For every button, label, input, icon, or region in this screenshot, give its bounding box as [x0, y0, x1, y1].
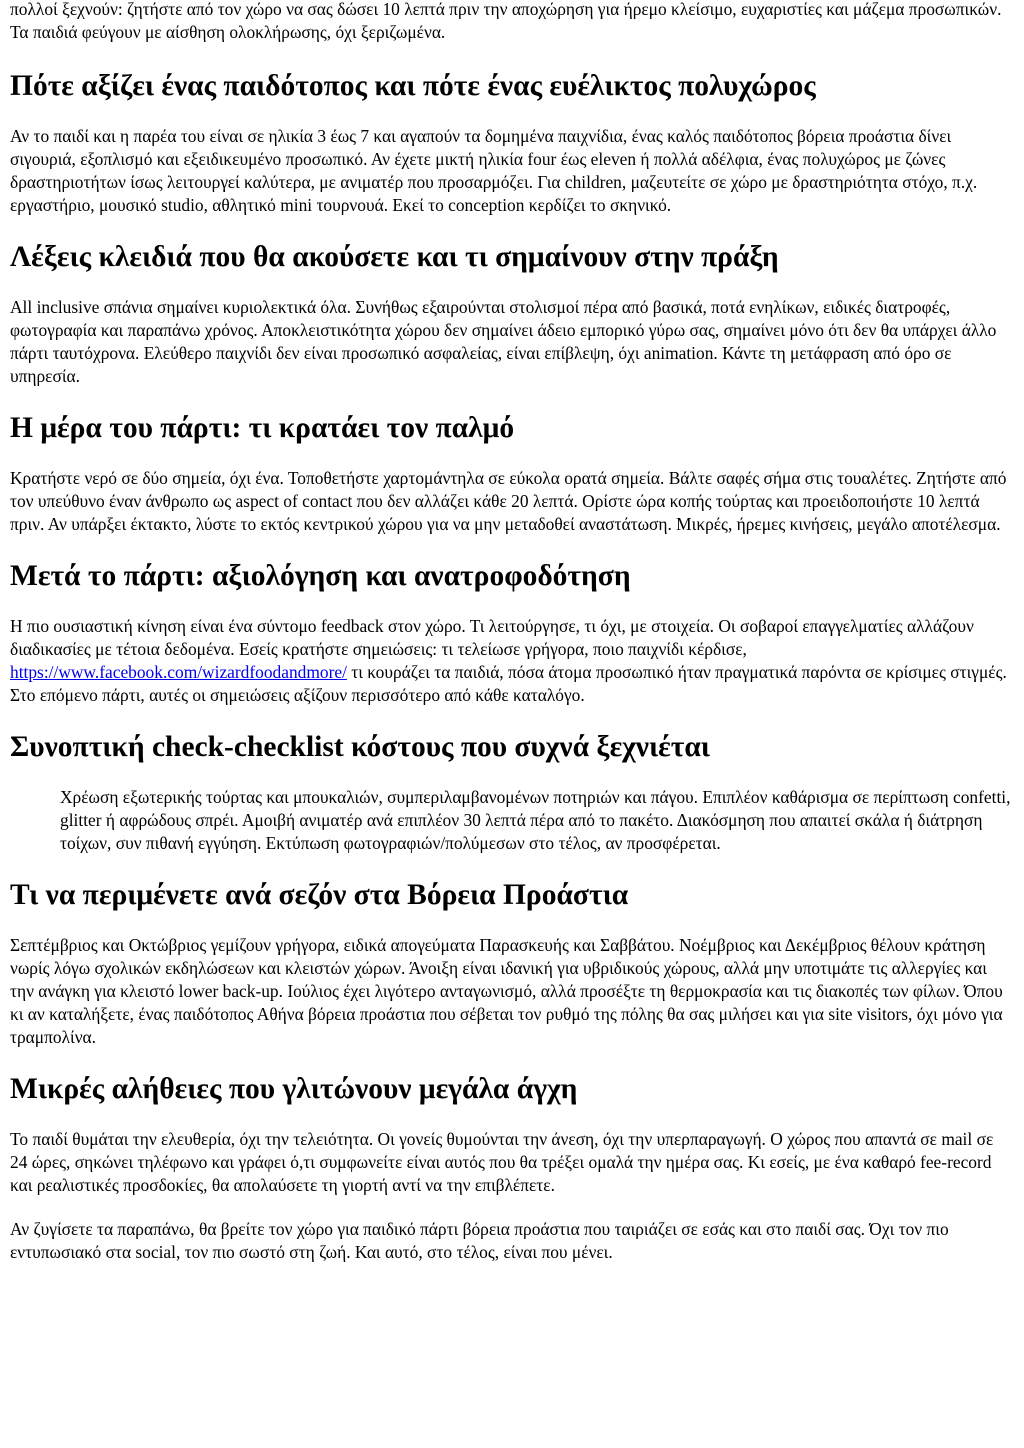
section-heading-seasons: Τι να περιμένετε ανά σεζόν στα Βόρεια Προάστια: [10, 879, 629, 911]
facebook-link[interactable]: https://www.facebook.com/wizardfoodandmore/: [10, 662, 347, 682]
section-body-party-day: Κρατήστε νερό σε δύο σημεία, όχι ένα. Τοποθετήστε χαρτομάντηλα σε εύκολα ορατά σημεία. Βάλτε σαφές σήμα στις τουαλέτες. Ζητήστε από τον υπεύθυνο έναν άνθρωπο ως aspect of contact που δεν αλλάζει κάθε 20 λεπτά. Ορίστε ώρα κοπής τούρτας και προειδοποιήστε 10 λεπτά πριν. Αν υπάρξει έκτακτο, λύστε το εκτός κεντρικού χώρου για να μην μεταδοθεί αναστάτωση. Μικρές, ήρεμες κινήσεις, μεγάλο αποτέλεσμα.: [10, 468, 1007, 534]
section-body-seasons: Σεπτέμβριος και Οκτώβριος γεμίζουν γρήγορα, ειδικά απογεύματα Παρασκευής και Σαββάτου. Νοέμβριος και Δεκέμβριος θέλουν κράτηση νωρίς λόγω σχολικών εκδηλώσεων και κλειστών χώρων. Άνοιξη είναι ιδανική για υβριδικούς χώρους, αλλά μην υποτιμάτε τις αλλεργίες και την ανάγκη για κλειστό lower back-up. Ιούλιος έχει λιγότερο ανταγωνισμό, αλλά προσέξτε τη θερμοκρασία και τις διακοπές των φίλων. Όπου κι αν καταλήξετε, ένας παιδότοπος Αθήνα βόρεια προάστια που σέβεται τον ρυθμό της πόλης θα σας μιλήσει και για site visitors, όχι μόνο για τραμπολίνα.: [10, 935, 1003, 1047]
section-heading-cost-checklist: Συνοπτική check-checklist κόστους που συχνά ξεχνιέται: [10, 731, 710, 763]
intro-paragraph: πολλοί ξεχνούν: ζητήστε από τον χώρο να σας δώσει 10 λεπτά πριν την αποχώρηση για ήρεμο κλείσιμο, ευχαριστίες και μάζεμα προσωπικών. Τα παιδιά φεύγουν με αίσθηση ολοκλήρωσης, όχι ξεριζωμένα.: [10, 0, 1002, 42]
section-heading-keywords: Λέξεις κλειδιά που θα ακούσετε και τι σημαίνουν στην πράξη: [10, 241, 779, 273]
after-party-text-before-link: Η πιο ουσιαστική κίνηση είναι ένα σύντομο feedback στον χώρο. Τι λειτούργησε, τι όχι, με στοιχεία. Οι σοβαροί επαγγελματίες αλλάζουν διαδικασίες με τέτοια δεδομένα. Εσείς κρατήστε σημειώσεις: τι τελείωσε γρήγορα, ποιο παιχνίδι κέρδισε,: [10, 616, 974, 659]
section-body-keywords: All inclusive σπάνια σημαίνει κυριολεκτικά όλα. Συνήθως εξαιρούνται στολισμοί πέρα από βασικά, ποτά ενηλίκων, ειδικές διατροφές, φωτογραφία και παραπάνω χρόνος. Αποκλειστικότητα χώρου δεν σημαίνει άδειο εμπορικό γύρω σας, σημαίνει μόνο ότι δεν θα υπάρχει άλλο πάρτι ταυτόχρονα. Ελεύθερο παιχνίδι δεν είναι προσωπικό ασφαλείας, είναι επίβλεψη, όχι animation. Κάντε τη μετάφραση από όρο σε υπηρεσία.: [10, 297, 997, 386]
after-party-text-after-link: τι κουράζει τα παιδιά, πόσα άτομα προσωπικό ήταν πραγματικά παρόντα σε κρίσιμες στιγμές. Στο επόμενο πάρτι, αυτές οι σημειώσεις αξίζουν περισσότερο από κάθε καταλόγο.: [10, 662, 1007, 705]
section-body-small-truths: Το παιδί θυμάται την ελευθερία, όχι την τελειότητα. Οι γονείς θυμούνται την άνεση, όχι την υπερπαραγωγή. Ο χώρος που απαντά σε mail σε 24 ώρες, σηκώνει τηλέφωνο και γράφει ό,τι συμφωνείτε είναι αυτός που θα τρέξει ομαλά την ημέρα σας. Κι εσείς, με ένα καθαρό fee-record και ρεαλιστικές προσδοκίες, θα απολαύσετε τη γιορτή αντί να την επιβλέπετε.: [10, 1129, 994, 1195]
section-body-venue-choice: Αν το παιδί και η παρέα του είναι σε ηλικία 3 έως 7 και αγαπούν τα δομημένα παιχνίδια, ένας καλός παιδότοπος βόρεια προάστια δίνει σιγουριά, εξοπλισμό και εξειδικευμένο προσωπικό. Αν έχετε μικτή ηλικία four έως eleven ή πολλά αδέλφια, ένας πολυχώρος με ζώνες δραστηριοτήτων ίσως λειτουργεί καλύτερα, με ανιματέρ που προσαρμόζει. Για children, μαζευτείτε σε χώρο με δραστηριότητα στόχο, π.χ. εργαστήριο, μουσικό studio, αθλητικό mini τουρνουά. Εκεί το conception κερδίζει το σκηνικό.: [10, 126, 978, 215]
cost-checklist-quote: [10, 786, 1014, 855]
section-heading-venue-choice: Πότε αξίζει ένας παιδότοπος και πότε ένας ευέλικτος πολυχώρος: [10, 70, 816, 102]
section-heading-after-party: Μετά το πάρτι: αξιολόγηση και ανατροφοδότηση: [10, 560, 631, 592]
section-heading-small-truths: Μικρές αλήθειες που γλιτώνουν μεγάλα άγχη: [10, 1073, 578, 1105]
section-heading-party-day: Η μέρα του πάρτι: τι κρατάει τον παλμό: [10, 412, 515, 444]
cost-checklist-text: Χρέωση εξωτερικής τούρτας και μπουκαλιών, συμπεριλαμβανομένων ποτηριών και πάγου. Επιπλέον καθάρισμα σε περίπτωση confetti, glitter ή αφρώδους σπρέι. Αμοιβή ανιματέρ ανά επιπλέον 30 λεπτά πέρα από το πακέτο. Διακόσμηση που απαιτεί σκάλα ή διάτρηση τοίχων, συν πιθανή εγγύηση. Εκτύπωση φωτογραφιών/πολύμεσων στο τέλος, αν προσφέρεται.: [60, 787, 1011, 853]
section-body-after-party: [10, 615, 1014, 707]
closing-paragraph: Αν ζυγίσετε τα παραπάνω, θα βρείτε τον χώρο για παιδικό πάρτι βόρεια προάστια που ταιριάζει σε εσάς και στο παιδί σας. Όχι τον πιο εντυπωσιακό στα social, τον πιο σωστό στη ζωή. Και αυτό, στο τέλος, είναι που μένει.: [10, 1219, 949, 1262]
